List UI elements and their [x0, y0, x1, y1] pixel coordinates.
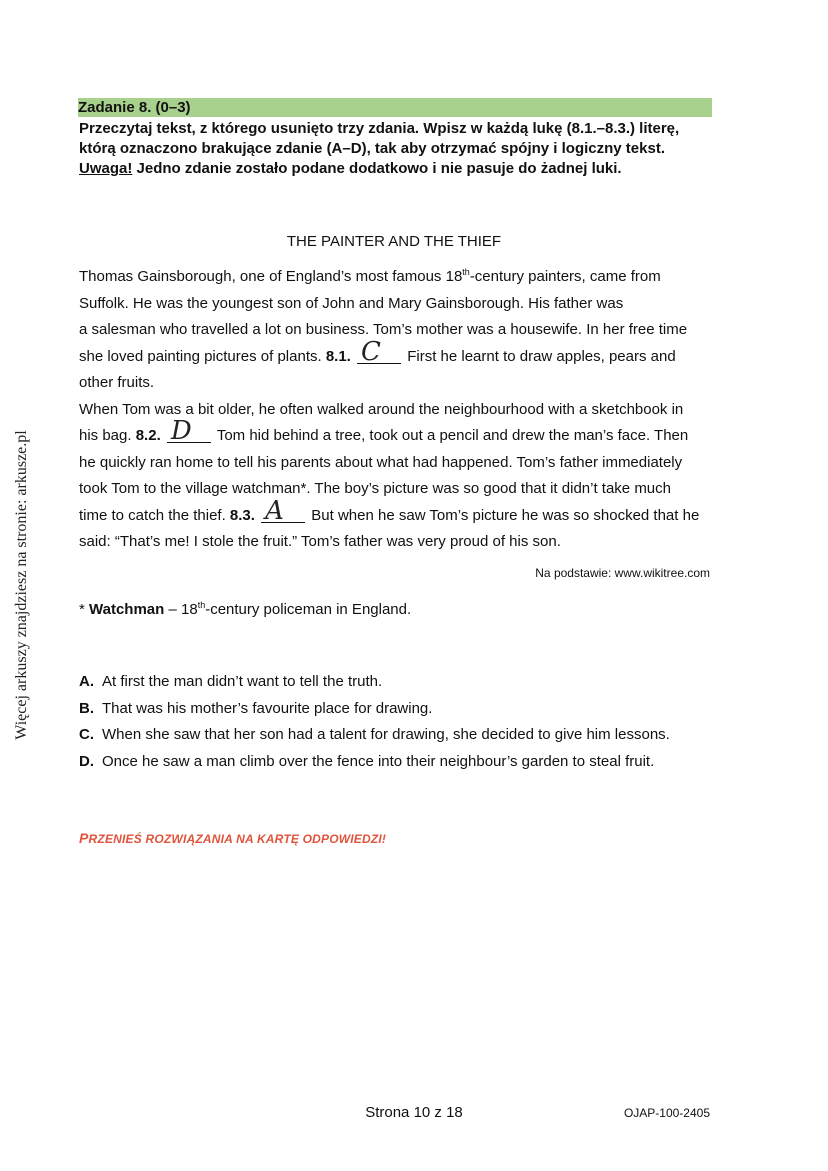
story-line [79, 336, 719, 371]
answer-options [79, 669, 739, 775]
instructions-line-1: Przeczytaj tekst, z którego usunięto trzy zdania. Wpisz w każdą lukę (8.1.–8.3.) literę, [79, 120, 680, 137]
option-letter: C. [79, 726, 94, 743]
story-text [79, 264, 719, 556]
gap-8-3-label: 8.3. [229, 506, 255, 524]
transfer-fragment: KARTĘ [256, 832, 303, 846]
footnote-star: * [79, 601, 90, 618]
story-fragment: Thomas Gainsborough, one of England’s most famous 18 [79, 268, 463, 285]
story-line: Suffolk. He was the youngest son of John and Mary Gainsborough. His father was [79, 294, 624, 312]
story-fragment: But when he saw Tom’s picture he was so shocked that he [307, 506, 700, 524]
footnote-text: – 18 [164, 601, 198, 618]
story-fragment: First he learnt to draw apples, pears and [403, 347, 676, 365]
side-note [8, 420, 36, 750]
option-b [79, 696, 739, 723]
story-fragment: his bag. [79, 427, 136, 444]
option-letter: A. [79, 673, 94, 690]
source-note: Na podstawie: www.wikitree.com [535, 566, 710, 580]
note-text: Jedno zdanie zostało podane dodatkowo i nie pasuje do żadnej luki. [132, 160, 622, 177]
gap-8-3-answer-field[interactable] [261, 495, 305, 526]
gap-8-1-label: 8.1. [325, 347, 351, 365]
task-instructions [79, 119, 719, 179]
transfer-fragment: P [79, 830, 89, 846]
story-line: he quickly ran home to tell his parents about what had happened. Tom’s father immediately [79, 453, 683, 471]
gap-8-2-answer-field[interactable] [167, 416, 211, 446]
story-line [79, 416, 719, 450]
instructions-note [79, 159, 719, 179]
story-fragment: -century painters, came from [469, 268, 661, 285]
story-line: said: “That’s me! I stole the fruit.” Tom’s father was very proud of his son. [79, 533, 561, 550]
option-text: Once he saw a man climb over the fence into their neighbour’s garden to steal fruit. [102, 752, 655, 770]
option-text: When she saw that her son had a talent for drawing, she decided to give him lessons. [102, 726, 670, 743]
option-text: That was his mother’s favourite place for drawing. [102, 699, 433, 717]
page-number: Strona 10 z 18 [365, 1104, 463, 1121]
gap-8-1-handwritten-answer: C [361, 336, 381, 367]
task-header: Zadanie 8. (0–3) [78, 98, 712, 117]
side-note-text: Więcej arkuszy znajdziesz na stronie: arkusze.pl [13, 430, 30, 740]
gap-8-2-label: 8.2. [135, 427, 161, 444]
story-fragment: Tom hid behind a tree, took out a pencil and drew the man’s face. Then [212, 427, 689, 444]
gap-8-3-handwritten-answer: A [265, 495, 284, 526]
transfer-answers-note [79, 830, 386, 846]
transfer-fragment: ROZWIĄZANIA NA [145, 832, 257, 846]
option-d [79, 749, 739, 776]
transfer-fragment: RZENIEŚ [88, 832, 146, 846]
story-line: took Tom to the village watchman*. The boy’s picture was so good that it didn’t take much [79, 480, 671, 497]
option-c [79, 722, 739, 749]
option-text: At first the man didn’t want to tell the truth. [102, 673, 383, 690]
footnote [79, 601, 411, 618]
story-line: a salesman who travelled a lot on business. Tom’s mother was a housewife. In her free time [79, 321, 688, 338]
story-line: other fruits. [79, 374, 155, 391]
option-a [79, 669, 739, 696]
transfer-fragment: ODPOWIEDZI! [302, 832, 387, 846]
instructions-line-2: którą oznaczono brakujące zdanie (A–D), tak aby otrzymać spójny i logiczny tekst. [79, 140, 665, 157]
footnote-text: -century policeman in England. [205, 601, 412, 618]
document-code: OJAP-100-2405 [623, 1106, 710, 1120]
option-letter: D. [79, 752, 94, 770]
story-line [79, 264, 719, 291]
story-line: When Tom was a bit older, he often walked around the neighbourhood with a sketchbook in [79, 400, 684, 418]
story-title: THE PAINTER AND THE THIEF [286, 233, 502, 250]
gap-8-2-handwritten-answer: D [170, 416, 192, 446]
note-label: Uwaga! [79, 160, 133, 177]
story-fragment: she loved painting pictures of plants. [79, 347, 326, 365]
footnote-term: Watchman [89, 601, 165, 618]
story-fragment: time to catch the thief. [79, 506, 230, 524]
story-line [79, 495, 719, 530]
gap-8-1-answer-field[interactable] [357, 336, 401, 367]
superscript: th [197, 600, 206, 610]
option-letter: B. [79, 699, 94, 717]
superscript: th [462, 267, 470, 277]
